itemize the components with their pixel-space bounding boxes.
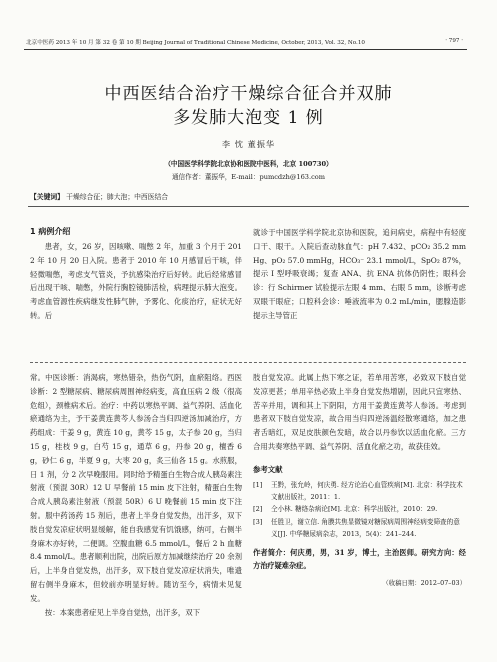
references-heading: 参考文献 [253, 464, 283, 474]
keywords-label: 【关键词】 [30, 193, 64, 201]
keywords: 干燥综合征；肺大泡；中西医结合 [66, 193, 169, 201]
reference-item: [1] 王黔，张允岭，何庆勇. 经方论治心血管疾病[M]. 北京：科学技术文献出版社，2011：1. [253, 480, 463, 502]
keywords-line [30, 191, 168, 201]
commentary-paragraph-end: 肢自觉发凉。此属上热下寒之证，若单用苦寒，必致双下肢自觉发凉更甚；单用辛热必致上半身自觉发热增剧，因此只宜寒热、苦辛并用，调和其上下阴阳，方用干姜黄连黄芩人参汤。考虑到患者双下肢自觉发凉，故合用当归四逆汤温经散寒通络，加之患者舌暗红，双足皮肤颜色发暗，故合以丹参饮以活血化瘀。三方合用共奏寒热平调、益气养阴、活血化瘀之功，故获佳效。 [253, 373, 466, 451]
treatment-paragraph: 常。中医诊断：消渴病，寒热错杂，热伤气阴，血瘀阻络。西医诊断：2 型糖尿病、糖尿病周围神经病变，高血压病 2 级（很高危组），颈椎病术后。治疗：中药以寒热平调、益气养阴、活血化瘀通络为主，予干姜黄连黄芩人参汤合当归四逆汤加减治疗，方药组成：干姜 9 g，黄连 10 g，黄芩 15 g，太子参 20 g，当归 15 g，桂枝 9 g，白芍 15 g，通草 6 g，丹参 20 g，檀香 6 g，砂仁 6 g，半夏 9 g，大枣 20 g，炙三仙各 15 g。水煎服，日 1 剂，分 2 次早晚服用。同时给予精蛋白生物合成人胰岛素注射液（预混 30R）12 U 早餐前 15 min 皮下注射，精蛋白生物合成人胰岛素注射液（预混 50R）6 U 晚餐前 15 min 皮下注射。服中药汤药 15 剂后，患者上半身自觉发热，出汗多，双下肢自觉发凉症状明显缓解，能自我感觉有饥饿感，纳可，右侧半身麻木亦好转，二便调。空腹血糖 6.5 mmol/L，餐后 2 h 血糖 8.4 mmol/L。患者顺利出院，出院后原方加减继续治疗 20 余剂后，上半身自觉发热，出汗多，双下肢自觉发凉症状消失，唯遗留右侧半身麻木，但较前亦明显好转。随访至今，病情未见复发。 [30, 373, 242, 603]
section-heading-case: 1 病例介绍 [30, 227, 71, 236]
case-paragraph-1: 患者，女，26 岁，因咳嗽、喘憋 2 年，加重 3 个月于 2012 年 10 月 20 日入院。患者于 2010 年 10 月感冒后干咳，伴轻微喘憋，考虑支气管炎，予抗感染治疗后好转。此后经常感冒后出现干咳、喘憋，外院行胸腔镜肺活检，病理提示肺大泡变。考虑血管源性疾病继发性肺气肿，予雾化、化痰治疗，症状无好转。后 [30, 242, 242, 320]
case-paragraph-2: 就诊于中国医学科学院北京协和医院，追问病史，病程中有轻度口干、眼干。入院后查动脉血气：pH 7.432、pCO₂ 35.2 mmHg、pO₂ 57.0 mmHg，HCO₃⁻ 23.1 mmol/L，SpO₂ 87%，提示 I 型呼吸衰竭；复查 ANA、抗 ENA 抗体仍阴性；眼科会诊：行 Schirmer 试验提示左眼 4 mm、右眼 5 mm，诊断考虑双眼干眼症；口腔科会诊：唾液流率为 0.2 mL/min，腮腺造影提示主导管正 [253, 228, 466, 320]
keywords-rule [28, 206, 469, 207]
received-date: （收稿日期：2012–07–03） [382, 579, 466, 588]
reference-item: [3] 任胜卫，谢立信. 角膜共焦显微镜对糖尿病周围神经病变筛查的意义[J]. 中华糖尿病杂志，2013，5(4)：241–244. [253, 517, 460, 538]
article-title-line2: 多发肺大泡变 1 例 [173, 108, 324, 128]
column-upper-right [253, 226, 466, 323]
author-bio: 作者简介：何庆勇，男，31 岁，博士，主治医师。研究方向：经方治疗疑难杂症。 [253, 548, 466, 571]
reference-item: [2] 仝小林. 糖络杂病论[M]. 北京：科学出版社，2010：29. [253, 505, 438, 514]
affiliation: （中国医学科学院北京协和医院中医科，北京 100730） [164, 160, 333, 168]
commentary-paragraph-start: 按：本案患者症见上半身自觉热，出汗多，双下 [44, 607, 201, 617]
column-upper-left [30, 226, 242, 323]
authors: 李 忱 董振华 [221, 139, 276, 149]
article-title-line1: 中西医结合治疗干燥综合征合并双肺 [104, 84, 393, 104]
header-rule [24, 49, 467, 50]
column-lower-right [253, 371, 466, 587]
section-divider [30, 362, 466, 363]
running-header: 北京中医药 2013 年 10 月 第 32 卷 第 10 期 Beijing Journal of Traditional Chinese Medicine, October, 2013, Vol. 32, No.10 [26, 40, 365, 46]
page-number: · 797 · [445, 38, 463, 44]
column-lower-left [30, 371, 242, 619]
correspondence: 通信作者：董振华，E-mail：pumcdzh@163.com [171, 173, 326, 181]
references-list [253, 479, 466, 540]
